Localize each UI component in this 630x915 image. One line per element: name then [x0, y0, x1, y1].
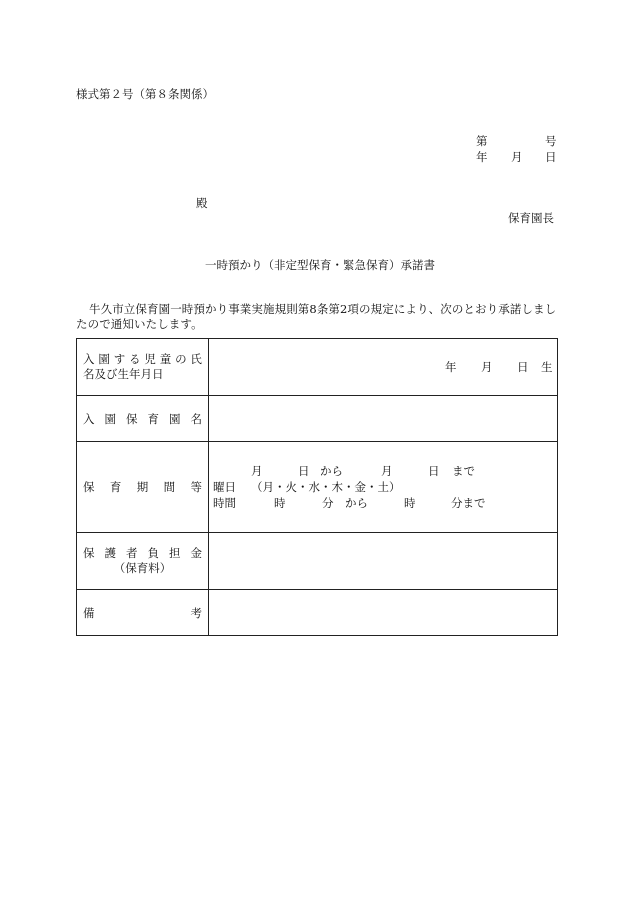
- table-row-guardian-fee: [77, 533, 558, 590]
- label-char: 入: [83, 411, 95, 426]
- label-guardian-fee-line2: （保育料）: [113, 561, 172, 575]
- label-char: 育: [147, 411, 159, 426]
- time-min1-label: 分: [322, 496, 334, 510]
- birth-suffix-label: 生: [541, 360, 553, 374]
- time-hour2-label: 時: [404, 496, 416, 510]
- value-care-period[interactable]: [209, 442, 558, 533]
- label-char: す: [113, 352, 126, 366]
- label-char: る: [129, 352, 141, 366]
- label-char: 間: [163, 480, 176, 494]
- label-nursery-name: [77, 396, 209, 442]
- label-char: 者: [126, 546, 138, 560]
- date-month-label: 月: [511, 150, 523, 164]
- document-number-label: 第: [476, 134, 488, 148]
- date-day-label: 日: [545, 150, 557, 164]
- label-nursery-name-text: [83, 411, 202, 427]
- label-char: 園: [104, 411, 116, 426]
- label-char: 考: [190, 605, 202, 620]
- time-from-label: から: [345, 496, 368, 510]
- birth-month-label: 月: [481, 360, 493, 374]
- weekday-label: 曜日: [213, 480, 236, 494]
- time-label: 時間: [213, 496, 236, 510]
- birth-year-label: 年: [445, 360, 457, 374]
- value-child-name[interactable]: [209, 339, 558, 396]
- label-remarks: [77, 590, 209, 636]
- birth-day-label: 日: [517, 360, 529, 374]
- value-nursery-name[interactable]: [209, 396, 558, 442]
- period-until-label: まで: [452, 464, 475, 478]
- period-month2-label: 月: [381, 464, 393, 478]
- label-char: 園: [98, 352, 110, 366]
- label-char: 期: [136, 480, 149, 494]
- label-char: 園: [169, 411, 181, 426]
- label-char: の: [175, 352, 187, 366]
- label-char: 入: [83, 352, 95, 366]
- value-remarks[interactable]: [209, 590, 558, 636]
- label-care-period-text: [83, 479, 202, 495]
- consent-form-table: [76, 338, 558, 636]
- label-child-name: [77, 339, 209, 396]
- label-child-name-line1: [83, 352, 202, 367]
- time-hour1-label: 時: [274, 496, 286, 510]
- label-char: 等: [190, 480, 202, 494]
- addressee-honorific: 殿: [196, 196, 208, 210]
- label-char: 負: [147, 546, 159, 560]
- label-remarks-text: [83, 605, 202, 621]
- label-char: 備: [83, 605, 95, 620]
- label-char: 保: [83, 480, 95, 494]
- label-char: 金: [190, 546, 202, 560]
- label-char: 氏: [190, 352, 202, 366]
- table-row-nursery-name: [77, 396, 558, 442]
- value-guardian-fee[interactable]: [209, 533, 558, 590]
- label-char: 児: [144, 352, 156, 366]
- document-number-suffix: 号: [545, 134, 557, 148]
- label-guardian-fee: [77, 533, 209, 590]
- label-char: 育: [109, 480, 122, 494]
- label-char: 童: [159, 352, 172, 366]
- label-guardian-fee-line1: [83, 546, 202, 561]
- label-char: 保: [83, 546, 95, 560]
- label-child-name-line2: 名及び生年月日: [83, 367, 164, 381]
- body-paragraph: 牛久市立保育園一時預かり事業実施規則第8条第2項の規定により、次のとおり承諾しましたので通知いたします。: [76, 302, 557, 331]
- document-title: 一時預かり（非定型保育・緊急保育）承諾書: [205, 258, 435, 272]
- time-min2-label: 分まで: [451, 496, 486, 510]
- label-care-period: [77, 442, 209, 533]
- table-row-care-period: [77, 442, 558, 533]
- period-day2-label: 日: [428, 464, 440, 478]
- label-char: 担: [169, 546, 181, 560]
- weekday-options: （月・火・水・木・金・土）: [251, 480, 401, 494]
- label-char: 護: [104, 546, 116, 560]
- period-month1-label: 月: [251, 464, 263, 478]
- label-char: 名: [190, 411, 202, 426]
- period-from-label: から: [320, 464, 343, 478]
- table-row-remarks: [77, 590, 558, 636]
- table-row-child-name: [77, 339, 558, 396]
- period-day1-label: 日: [298, 464, 310, 478]
- label-char: 保: [126, 411, 138, 426]
- issuer-title: 保育園長: [508, 211, 554, 225]
- date-year-label: 年: [476, 150, 488, 164]
- form-number: 様式第２号（第８条関係）: [76, 87, 214, 101]
